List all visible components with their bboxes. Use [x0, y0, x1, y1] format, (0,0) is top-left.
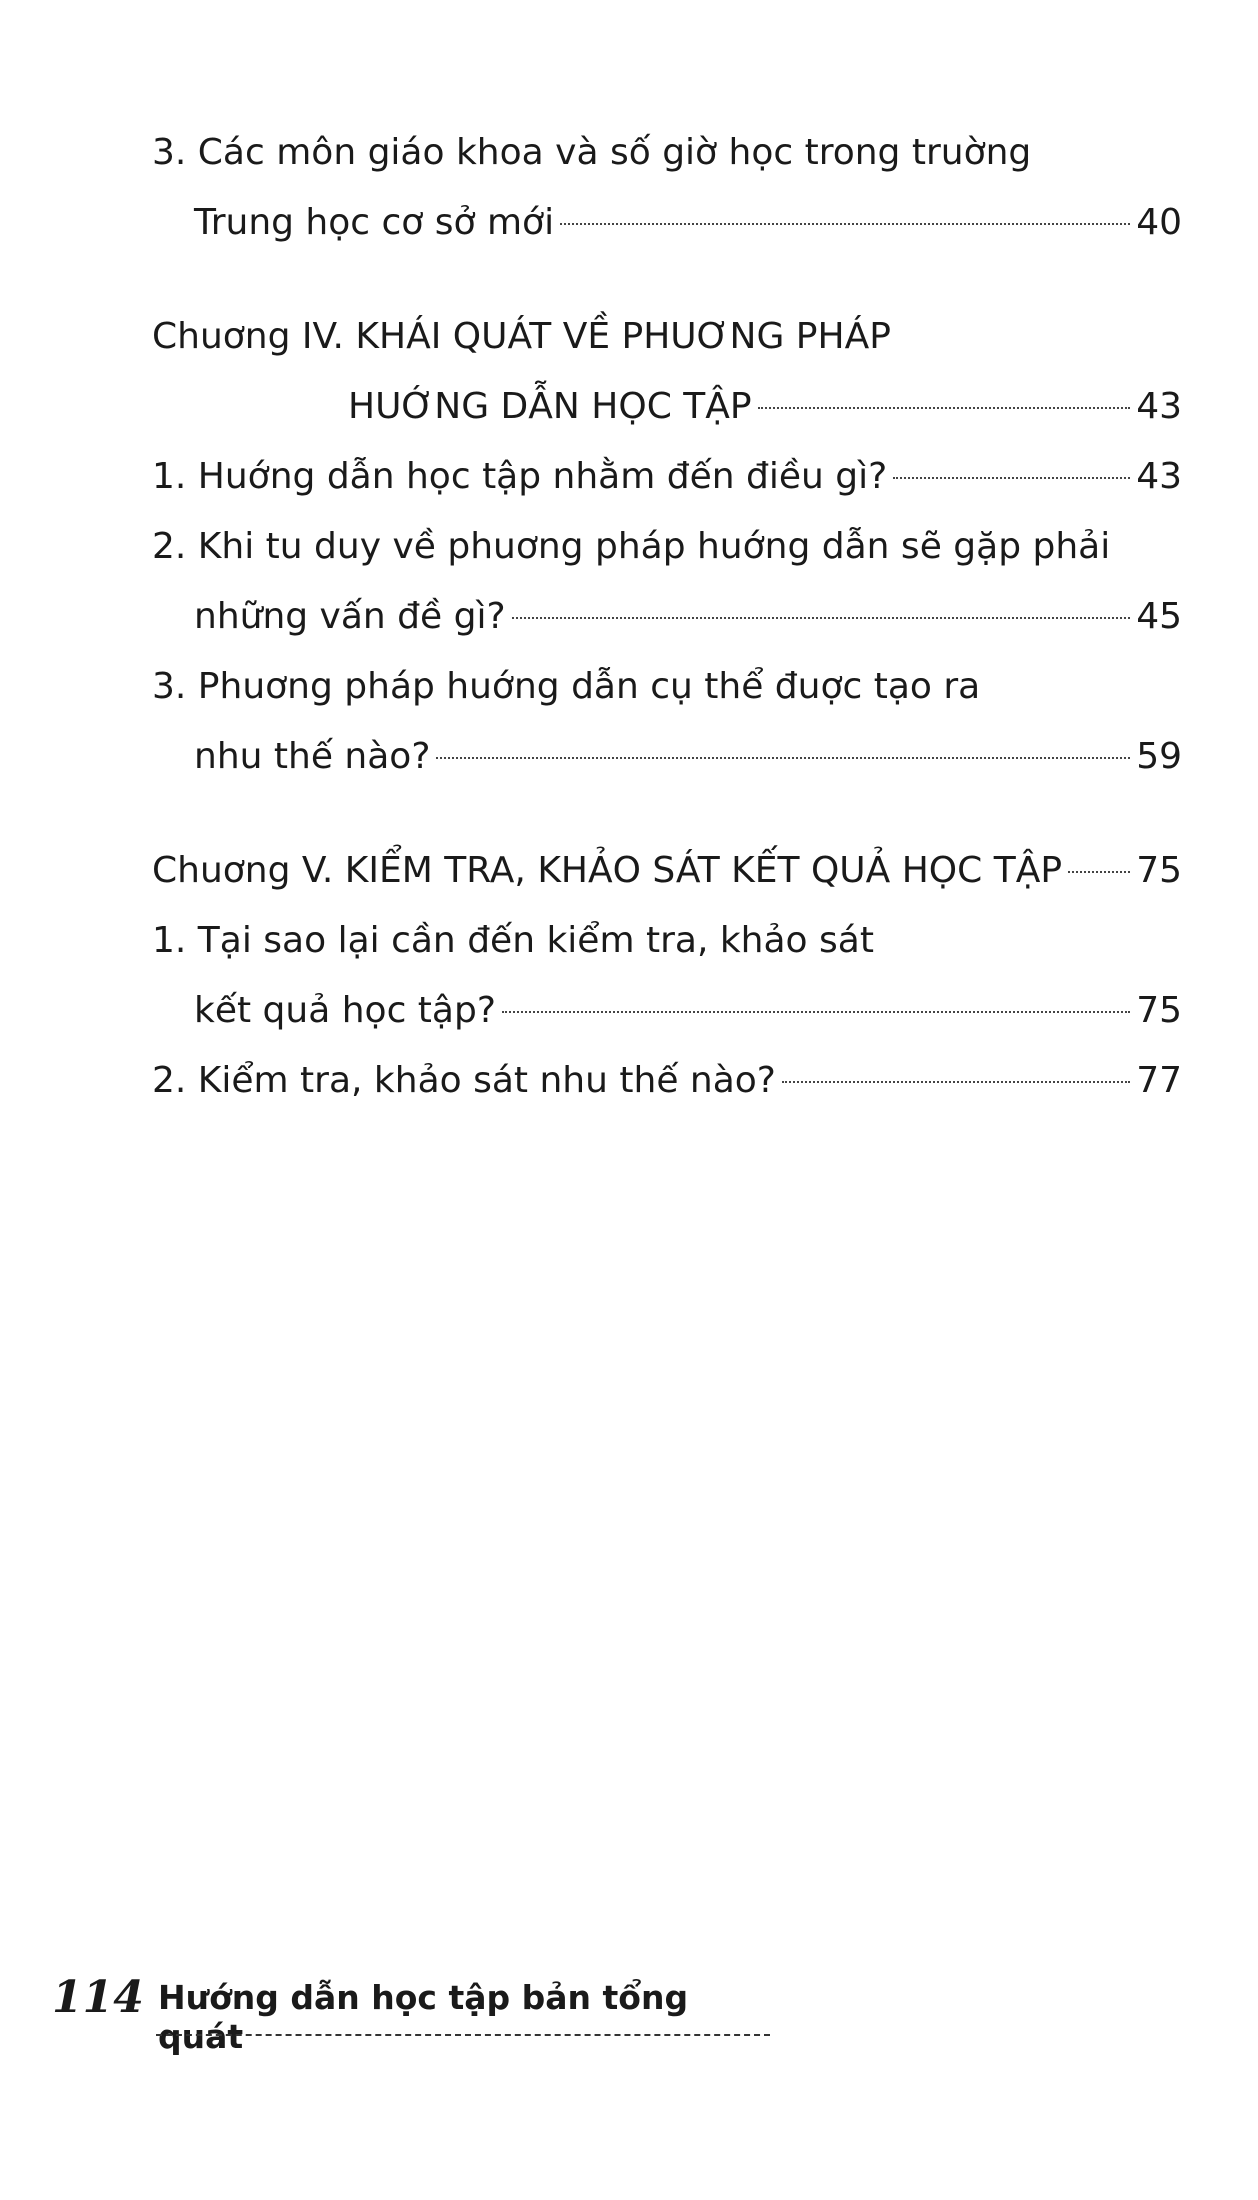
footer-dashed-rule [156, 2034, 770, 2036]
toc-entry-5-1-cont [152, 976, 1182, 1046]
dot-leader [758, 407, 1131, 409]
toc-entry-text: 3. Các môn giáo khoa và số giờ học trong truờng [152, 132, 1032, 173]
toc-page-number: 43 [1136, 386, 1182, 427]
toc-page-number: 59 [1136, 736, 1182, 777]
toc-entry-text: Chuơng V. KIỂM TRA, KHẢO SÁT KẾT QUẢ HỌC TẬP [152, 850, 1063, 891]
dot-leader [893, 477, 1130, 479]
toc-chapter-4-title [152, 302, 1182, 372]
toc-entry-text: 2. Khi tu duy về phuơng pháp huớng dẫn sẽ gặp phải [152, 526, 1111, 567]
toc-entry-4-3 [152, 652, 1182, 722]
toc-entry-text: kết quả học tập? [194, 990, 496, 1031]
toc-entry-4-2 [152, 512, 1182, 582]
dot-leader [436, 757, 1130, 759]
toc-page-number: 75 [1136, 850, 1182, 891]
footer-book-title: Hướng dẫn học tập bản tổng quát [158, 1978, 689, 2056]
toc-entry-text: nhu thế nào? [194, 736, 431, 777]
table-of-contents [152, 118, 1182, 1116]
toc-entry-text: HUỚNG DẪN HỌC TẬP [348, 386, 752, 427]
toc-entry-text: 1. Tại sao lại cần đến kiểm tra, khảo sát [152, 920, 874, 961]
toc-entry-4-2-cont [152, 582, 1182, 652]
toc-page-number: 43 [1136, 456, 1182, 497]
toc-page-number: 77 [1136, 1060, 1182, 1101]
toc-chapter-5-title [152, 836, 1182, 906]
toc-entry-5-2 [152, 1046, 1182, 1116]
toc-entry-5-1 [152, 906, 1182, 976]
toc-entry-section-3-cont [152, 188, 1182, 258]
toc-entry-4-3-cont [152, 722, 1182, 792]
toc-entry-text: 2. Kiểm tra, khảo sát nhu thế nào? [152, 1060, 776, 1101]
dot-leader [502, 1011, 1130, 1013]
toc-page-number: 40 [1136, 202, 1182, 243]
toc-entry-text: 3. Phuơng pháp huớng dẫn cụ thể đuợc tạo ra [152, 666, 981, 707]
toc-page-number: 75 [1136, 990, 1182, 1031]
toc-entry-text: Chuơng IV. KHÁI QUÁT VỀ PHUƠNG PHÁP [152, 316, 891, 357]
dot-leader [512, 617, 1131, 619]
dot-leader [560, 223, 1130, 225]
dot-leader [782, 1081, 1130, 1083]
toc-page-number: 45 [1136, 596, 1182, 637]
toc-entry-text: 1. Huớng dẫn học tập nhằm đến điều gì? [152, 456, 888, 497]
toc-entry-text: Trung học cơ sở mới [194, 202, 555, 243]
toc-entry-4-1 [152, 442, 1182, 512]
page-footer [52, 1972, 752, 2056]
toc-entry-text: những vấn đề gì? [194, 596, 506, 637]
footer-page-number: 114 [52, 1972, 144, 2023]
dot-leader [1068, 871, 1130, 873]
toc-entry-section-3 [152, 118, 1182, 188]
toc-chapter-4-title-cont [152, 372, 1182, 442]
